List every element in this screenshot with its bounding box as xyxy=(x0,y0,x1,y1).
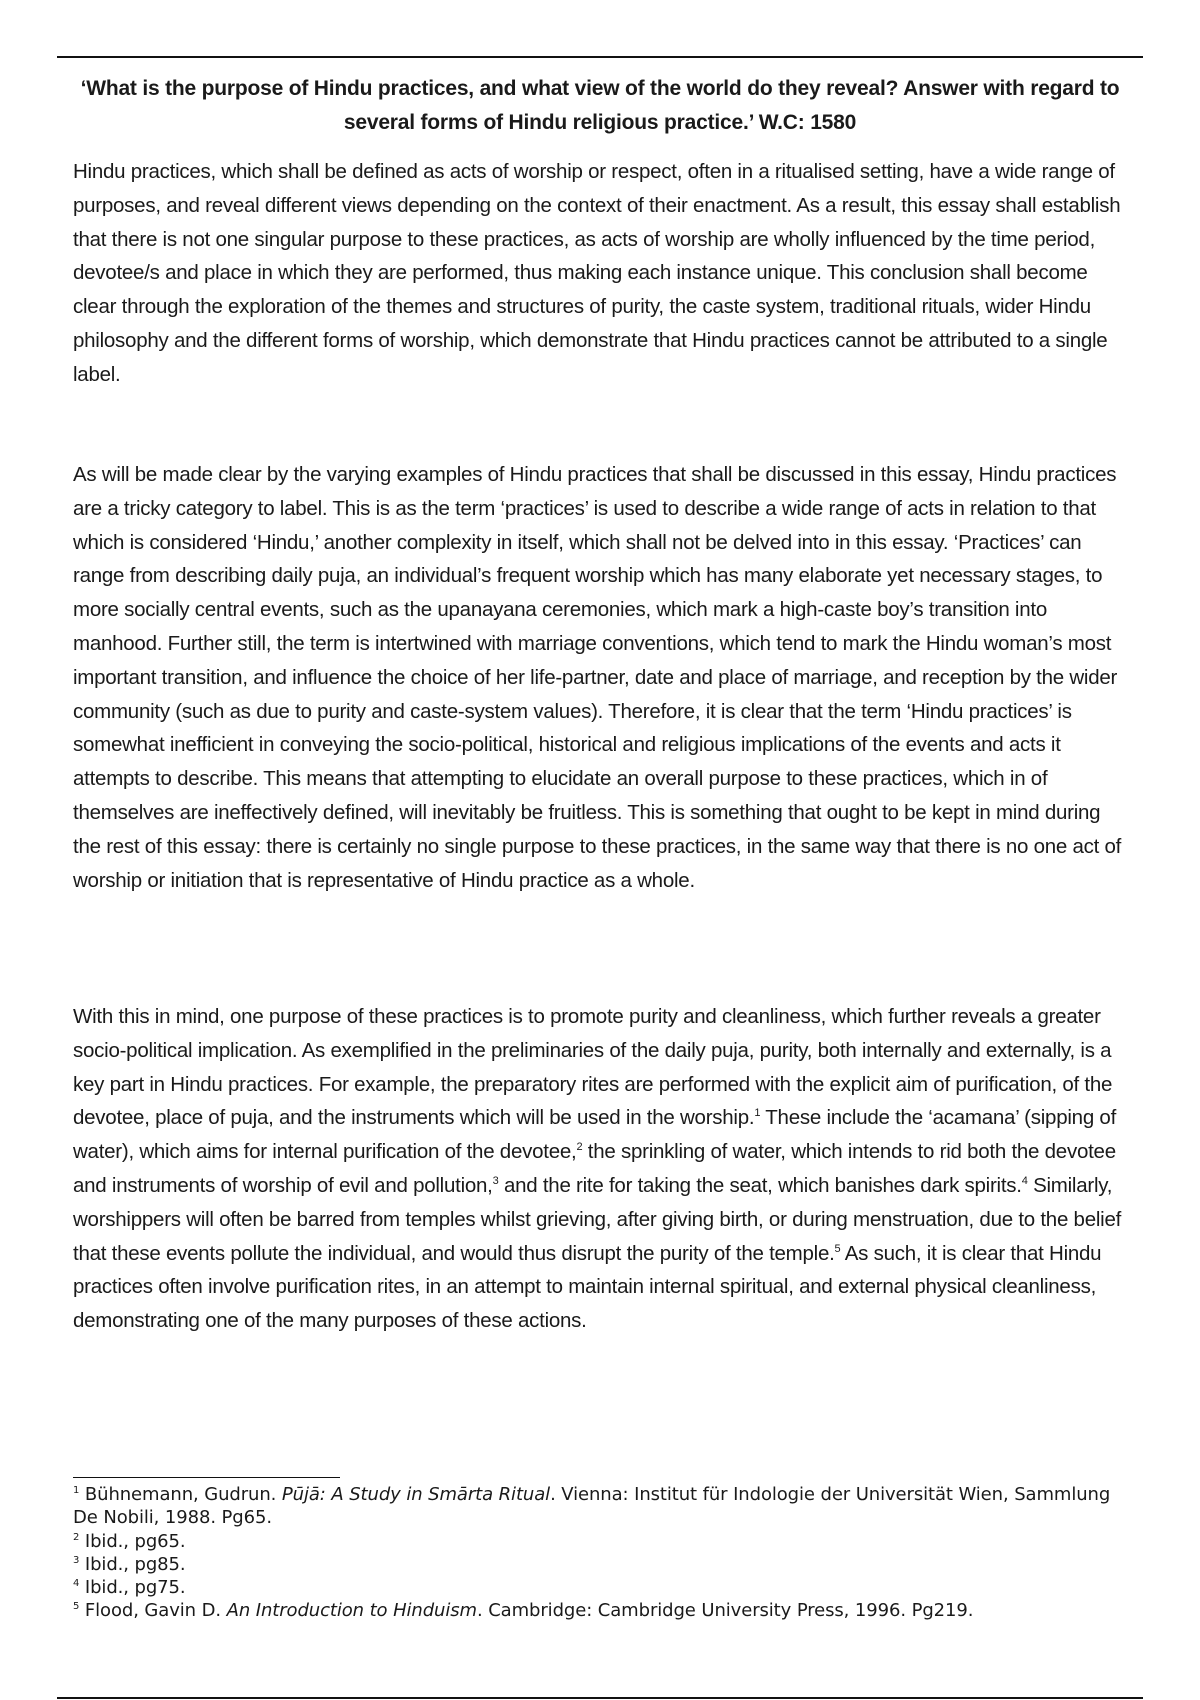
footnote-number: 2 xyxy=(73,1531,80,1543)
bottom-page-rule xyxy=(57,1697,1143,1699)
footnote-number: 1 xyxy=(73,1485,80,1496)
footnote-text: Ibid., pg65. xyxy=(79,1530,186,1552)
paragraph-text: Hindu practices, which shall be defined as acts of worship or respect, often in a ritualised setting, have a wide range of purposes, and reveal different views depending on the context of their enactment. As a result, this essay shall establish that there is not one singular purpose to these practices, as acts of worship are wholly influenced by the time period, devotee/s and place in which they are performed, thus making each instance unique. This conclusion shall become clear through the exploration of the themes and structures of purity, the caste system, traditional rituals, wider Hindu philosophy and the different forms of worship, which demonstrate that Hindu practices cannot be attributed to a single label. xyxy=(73,160,1121,386)
footnote-ref-4[interactable]: 4 xyxy=(1021,1175,1028,1188)
footnote-ref-3[interactable]: 3 xyxy=(492,1175,499,1188)
paragraph-text: the sprinkling of water, which intends to rid both the devotee and instruments of worship of evil and pollution, xyxy=(73,1140,1116,1197)
footnote-text: . Cambridge: Cambridge University Press, 1996. Pg219. xyxy=(476,1600,974,1622)
footnote-separator xyxy=(73,1477,340,1478)
footnote-text: . Vienna: Institut für Indologie der Universität Wien, Sammlung De Nobili, 1988. Pg65. xyxy=(73,1484,1111,1529)
essay-title: ‘What is the purpose of Hindu practices, and what view of the world do they reveal? Answer with regard to several forms of Hindu religious practice.’ W.C: 1580 xyxy=(80,77,1120,134)
paragraph-text: As will be made clear by the varying examples of Hindu practices that shall be discussed in this essay, Hindu practices are a tricky category to label. This is as the term ‘practices’ is used to describe a wide range of acts in relation to that which is considered ‘Hindu,’ another complexity in itself, which shall not be delved into in this essay. ‘Practices’ can range from describing daily puja, an individual’s frequent worship which has many elaborate yet necessary stages, to more socially central events, such as the upanayana ceremonies, which mark a high-caste boy’s transition into manhood. Further still, the term is intertwined with marriage conventions, which tend to mark the Hindu woman’s most important transition, and influence the choice of her life-partner, date and place of marriage, and reception by the wider community (such as due to purity and caste-system values). Therefore, it is clear that the term ‘Hindu practices’ is somewhat inefficient in conveying the socio-political, historical and religious implications of the events and acts it attempts to describe. This means that attempting to elucidate an overall purpose to these practices, which in of themselves are ineffectively defined, will inevitably be fruitless. This is something that ought to be kept in mind during the rest of this essay: there is certainly no single purpose to these practices, in the same way that there is no one act of worship or initiation that is representative of Hindu practice as a whole. xyxy=(73,463,1122,892)
footnote-number: 4 xyxy=(73,1578,80,1590)
footnote-text: Ibid., pg85. xyxy=(79,1553,186,1575)
footnote-number: 5 xyxy=(73,1601,80,1613)
paragraph-text: With this in mind, one purpose of these practices is to promote purity and cleanliness, which further reveals a greater socio-political implication. As exemplified in the preliminaries of the daily puja, purity, both internally and externally, is a key part in Hindu practices. For example, the preparatory rites are performed with the explicit aim of purification, of the devotee, place of puja, and the instruments which will be used in the worship. xyxy=(73,1005,1113,1130)
footnote-book-title: An Introduction to Hinduism xyxy=(226,1600,477,1622)
footnote-ref-5[interactable]: 5 xyxy=(834,1242,841,1255)
footnote-ref-1[interactable]: 1 xyxy=(754,1107,761,1120)
footnote-1 xyxy=(73,1483,1133,1530)
footnote-3 xyxy=(73,1553,1133,1576)
paragraph-text: Similarly, worshippers will often be barred from temples whilst grieving, after giving birth, or during menstruation, due to the belief that these events pollute the individual, and would thus disrupt the purity of the temple. xyxy=(73,1173,1122,1265)
paragraph-text: As such, it is clear that Hindu practices often involve purification rites, in an attempt to maintain internal spiritual, and external physical cleanliness, demonstrating one of the many purposes of these actions. xyxy=(73,1241,1102,1333)
paragraph-purity xyxy=(73,1000,1133,1338)
footnote-text: Ibid., pg75. xyxy=(79,1577,186,1599)
paragraph-introduction xyxy=(73,155,1133,392)
top-page-rule xyxy=(57,56,1143,58)
footnote-text: Bühnemann, Gudrun. xyxy=(79,1484,282,1505)
footnote-book-title: Pūjā: A Study in Smārta Ritual xyxy=(281,1484,551,1505)
paragraph-text: and the rite for taking the seat, which banishes dark spirits. xyxy=(498,1173,1022,1197)
paragraph-definition xyxy=(73,458,1133,897)
footnote-5 xyxy=(73,1599,1133,1622)
footnote-4 xyxy=(73,1576,1133,1599)
footnote-text: Flood, Gavin D. xyxy=(79,1600,227,1622)
footnote-number: 3 xyxy=(73,1554,80,1566)
paragraph-text: These include the ‘acamana’ (sipping of water), which aims for internal purification of the devotee, xyxy=(73,1106,1117,1164)
footnotes-section xyxy=(73,1483,1133,1623)
footnote-ref-2[interactable]: 2 xyxy=(576,1141,583,1154)
footnote-2 xyxy=(73,1530,1133,1553)
